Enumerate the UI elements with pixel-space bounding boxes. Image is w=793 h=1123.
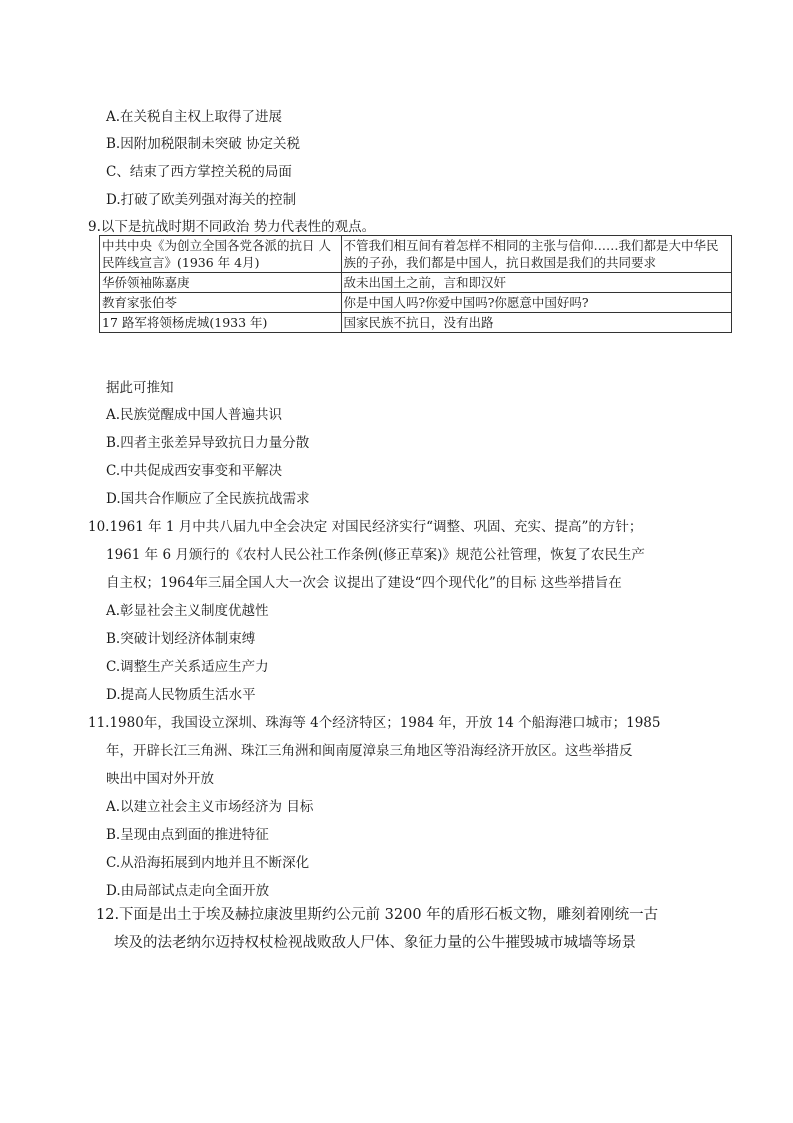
q10-stem-line-2: 1961 年 6 月颁行的《农村人民公社工作条例(修正草案)》规范公社管理，恢复了农民生产 [106, 547, 645, 563]
q10-option-d: D.提高人民物质生活水平 [106, 687, 256, 703]
table-cell-view: 国家民族不抗日，没有出路 [341, 313, 731, 333]
q11-option-d: D.由局部试点走向全面开放 [106, 883, 270, 899]
table-cell-speaker: 教育家张伯苓 [100, 293, 342, 313]
q10-stem-line-3: 自主权；1964年三届全国人大一次会 议提出了建设“四个现代化”的目标 这些举措旨在 [106, 575, 622, 591]
q8-option-a: A.在关税自主权上取得了进展 [106, 109, 283, 125]
table-row [100, 293, 732, 313]
q9-inference: 据此可推知 [106, 380, 174, 396]
q11-stem-line-1: 11.1980年，我国设立深圳、珠海等 4个经济特区；1984 年，开放 14 个船海港口城市；1985 [88, 715, 661, 731]
table-cell-speaker: 华侨领袖陈嘉庚 [100, 273, 342, 293]
q10-option-b: B.突破计划经济体制束缚 [106, 631, 256, 647]
q10-option-a: A.彰显社会主义制度优越性 [106, 603, 269, 619]
table-row [100, 273, 732, 293]
q8-option-b: B.因附加税限制未突破 协定关税 [106, 136, 301, 152]
q9-table [99, 235, 732, 333]
q11-stem-line-2: 年，开辟长江三角洲、珠江三角洲和闽南厦漳泉三角地区等沿海经济开放区。这些举措反 [106, 743, 633, 759]
q9-option-b: B.四者主张差异导致抗日力量分散 [106, 435, 310, 451]
table-row [100, 236, 732, 273]
q8-option-c: C、结束了西方掌控关税的局面 [106, 164, 292, 180]
table-row [100, 313, 732, 333]
table-cell-view: 不管我们相互间有着怎样不相同的主张与信仰……我们都是大中华民族的子孙，我们都是中国人，抗日救国是我们的共同要求 [341, 236, 731, 273]
q10-option-c: C.调整生产关系适应生产力 [106, 659, 269, 675]
table-cell-speaker: 17 路军将领杨虎城(1933 年) [100, 313, 342, 333]
q10-stem-line-1: 10.1961 年 1 月中共八届九中全会决定 对国民经济实行“调整、巩固、充实、提高”的方针； [88, 519, 643, 535]
q11-option-b: B.呈现由点到面的推进特征 [106, 827, 269, 843]
q9-stem: 9.以下是抗战时期不同政治 势力代表性的观点。 [88, 219, 376, 235]
table-cell-view: 敌未出国土之前，言和即汉奸 [341, 273, 731, 293]
q11-stem-line-3: 映出中国对外开放 [106, 771, 214, 787]
q9-option-d: D.国共合作顺应了全民族抗战需求 [106, 491, 310, 507]
q8-option-d: D.打破了欧美列强对海关的控制 [106, 192, 297, 208]
q9-option-a: A.民族觉醒成中国人普遍共识 [106, 407, 283, 423]
q12-stem-line-1: 12.下面是出土于埃及赫拉康波里斯约公元前 3200 年的盾形石板文物，雕刻着刚统一古 [96, 907, 659, 923]
q12-stem-line-2: 埃及的法老纳尔迈持权杖检视战败敌人尸体、象征力量的公牛摧毁城市城墙等场景 [114, 935, 636, 951]
table-cell-speaker: 中共中央《为创立全国各党各派的抗日 人民阵线宣言》(1936 年 4月) [100, 236, 342, 273]
table-cell-view: 你是中国人吗?你爱中国吗?你愿意中国好吗? [341, 293, 731, 313]
q11-option-c: C.从沿海拓展到内地并且不断深化 [106, 855, 310, 871]
q9-option-c: C.中共促成西安事变和平解决 [106, 463, 283, 479]
q11-option-a: A.以建立社会主义市场经济为 目标 [106, 799, 314, 815]
